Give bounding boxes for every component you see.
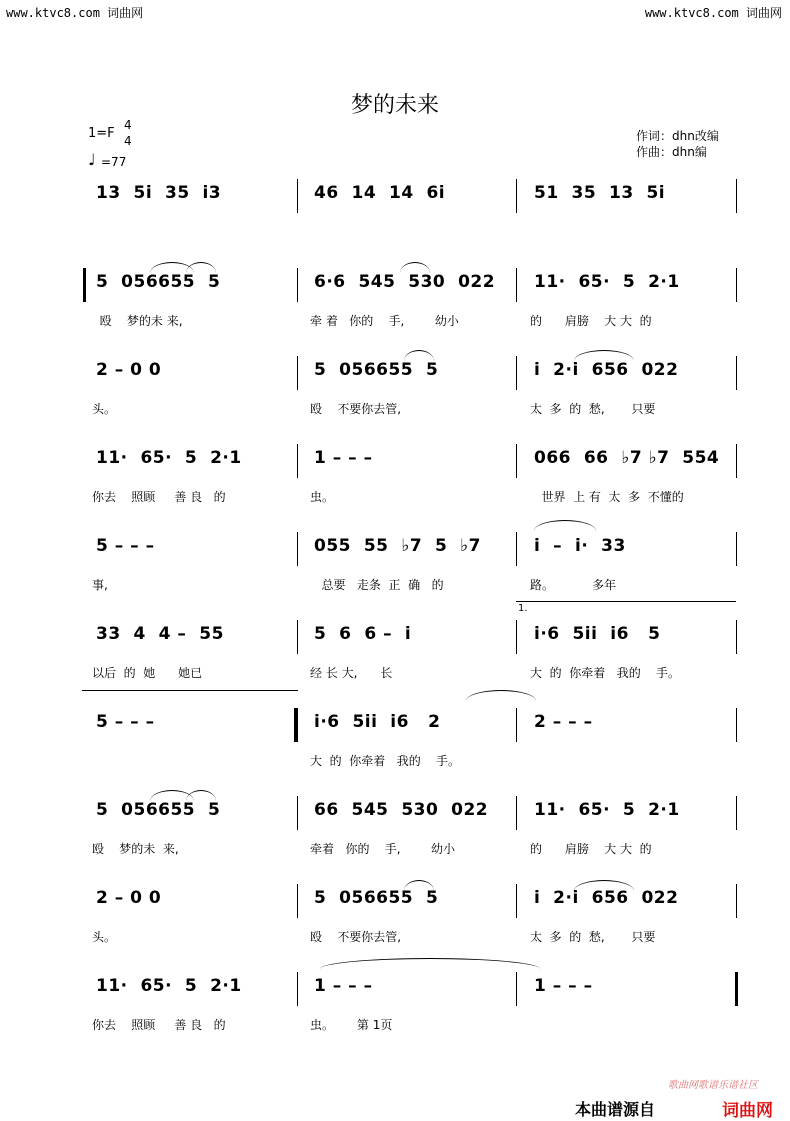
measure-notes: 5 056655 5 xyxy=(96,800,221,820)
barline xyxy=(516,972,517,1006)
volta-label: 1. xyxy=(518,603,528,614)
header-left[interactable]: www.ktvc8.com 词曲网 xyxy=(6,6,144,20)
time-signature-top: 4 xyxy=(124,118,132,132)
tempo-marking: =77 xyxy=(101,155,127,169)
barline xyxy=(297,356,298,390)
lyric-line: 以后 的 她 她已 xyxy=(92,666,203,680)
slur-mark xyxy=(186,262,216,273)
measure-notes: 13 5i 35 i3 xyxy=(96,183,222,203)
barline xyxy=(516,708,517,742)
slur-mark xyxy=(534,520,596,531)
slur-mark xyxy=(574,880,634,891)
score-row xyxy=(0,800,790,860)
quarter-note-icon: ♩ xyxy=(88,150,96,169)
score-row xyxy=(0,712,790,772)
barline xyxy=(736,708,737,742)
score-row xyxy=(0,448,790,508)
lyric-line: 虫。 xyxy=(310,490,335,504)
measure-notes: i 2·i 656 022 xyxy=(534,888,679,908)
score-row xyxy=(0,888,790,948)
measure-notes: 5 6 6 – i xyxy=(314,624,412,644)
measure-notes: 11· 65· 5 2·1 xyxy=(534,800,680,820)
barline xyxy=(297,884,298,918)
barline xyxy=(516,620,517,654)
measure-notes: 066 66 ♭7 ♭7 554 xyxy=(534,448,720,468)
barline xyxy=(736,268,737,302)
slur-mark xyxy=(404,880,434,891)
measure-notes: i·6 5ii i6 2 xyxy=(314,712,441,732)
lyric-line: 太 多 的 愁, 只要 xyxy=(530,930,656,944)
barline xyxy=(736,444,737,478)
measure-notes: 2 – – – xyxy=(534,712,593,732)
repeat-end-barline xyxy=(294,708,297,742)
credits xyxy=(636,128,719,160)
lyric-line: 殴 梦的未 来, xyxy=(92,314,183,328)
barline xyxy=(516,532,517,566)
barline xyxy=(297,179,298,213)
measure-notes: 5 056655 5 xyxy=(96,272,221,292)
barline xyxy=(297,972,298,1006)
measure-notes: 5 – – – xyxy=(96,536,155,556)
logo-watermark: 歌曲网歌谱乐谱社区 xyxy=(668,1080,758,1091)
score-row xyxy=(0,536,790,596)
measure-notes: 2 – 0 0 xyxy=(96,888,162,908)
composer: 作曲：dhn编 xyxy=(636,145,707,159)
measure-notes: 2 – 0 0 xyxy=(96,360,162,380)
barline xyxy=(297,620,298,654)
score-row xyxy=(0,976,790,1036)
measure-notes: i·6 5ii i6 5 xyxy=(534,624,661,644)
lyric-line: 的 肩膀 大 大 的 xyxy=(530,842,652,856)
lyric-line: 路。 多年 xyxy=(530,578,617,592)
lyric-line: 殴 梦的未 来, xyxy=(92,842,179,856)
score-row xyxy=(0,624,790,684)
barline xyxy=(736,884,737,918)
lyric-line: 大 的 你牵着 我的 手。 xyxy=(310,754,460,768)
lyric-line: 头。 xyxy=(92,930,117,944)
measure-notes: 33 4 4 – 55 xyxy=(96,624,224,644)
measure-notes: 5 056655 5 xyxy=(314,888,439,908)
barline xyxy=(516,796,517,830)
lyric-line: 殴 不要你去管, xyxy=(310,402,402,416)
song-title: 梦的未来 xyxy=(350,93,439,118)
measure-notes: 66 545 530 022 xyxy=(314,800,489,820)
barline xyxy=(516,179,517,213)
slur-mark xyxy=(400,262,430,273)
barline xyxy=(736,179,737,213)
lyric-line: 殴 不要你去管, xyxy=(310,930,402,944)
measure-notes: 1 – – – xyxy=(314,448,373,468)
slur-mark xyxy=(404,350,434,361)
volta-bracket xyxy=(516,601,736,602)
measure-notes: 5 056655 5 xyxy=(314,360,439,380)
footer-site[interactable]: 词曲网 xyxy=(722,1101,773,1121)
repeat-start-barline xyxy=(83,268,86,302)
slur-mark xyxy=(574,350,634,361)
lyric-line: 牵 着 你的 手, 幼小 xyxy=(310,314,459,328)
measure-notes: 6·6 545 530 022 xyxy=(314,272,496,292)
barline xyxy=(297,708,298,742)
measure-notes: 1 – – – xyxy=(314,976,373,996)
barline xyxy=(516,444,517,478)
barline xyxy=(516,884,517,918)
barline xyxy=(736,532,737,566)
final-barline xyxy=(735,972,738,1006)
barline xyxy=(516,268,517,302)
measure-notes: 1 – – – xyxy=(534,976,593,996)
lyric-line: 你去 照顾 善 良 的 xyxy=(92,490,226,504)
score-row xyxy=(0,360,790,420)
measure-notes: 055 55 ♭7 5 ♭7 xyxy=(314,536,482,556)
measure-notes: 46 14 14 6i xyxy=(314,183,446,203)
key-signature: 1=F xyxy=(88,126,115,141)
barline xyxy=(297,532,298,566)
lyric-line: 事, xyxy=(92,578,108,592)
lyric-line: 经 长 大, 长 xyxy=(310,666,393,680)
measure-notes: 11· 65· 5 2·1 xyxy=(96,976,242,996)
measure-notes: i 2·i 656 022 xyxy=(534,360,679,380)
measure-notes: 51 35 13 5i xyxy=(534,183,666,203)
slur-mark xyxy=(186,790,216,801)
footer-source: 本曲谱源自 xyxy=(575,1100,656,1119)
lyric-line: 的 肩膀 大 大 的 xyxy=(530,314,652,328)
lyricist: 作词：dhn改编 xyxy=(636,129,719,143)
measure-notes: i – i· 33 xyxy=(534,536,626,556)
barline xyxy=(736,796,737,830)
lyric-line: 你去 照顾 善 良 的 xyxy=(92,1018,226,1032)
score-row xyxy=(0,183,790,243)
lyric-line: 大 的 你牵着 我的 手。 xyxy=(530,666,680,680)
slur-mark xyxy=(320,958,540,969)
ending-bracket xyxy=(82,690,298,691)
barline xyxy=(297,796,298,830)
barline xyxy=(297,268,298,302)
slur-mark xyxy=(466,690,536,701)
lyric-line: 世界 上 有 太 多 不懂的 xyxy=(530,490,684,504)
measure-notes: 11· 65· 5 2·1 xyxy=(96,448,242,468)
lyric-line: 头。 xyxy=(92,402,117,416)
barline xyxy=(297,444,298,478)
barline xyxy=(736,620,737,654)
time-signature-bottom: 4 xyxy=(124,134,132,148)
measure-notes: 5 – – – xyxy=(96,712,155,732)
barline xyxy=(516,356,517,390)
lyric-line: 总要 走条 正 确 的 xyxy=(310,578,444,592)
score-row xyxy=(0,272,790,332)
lyric-line: 牵着 你的 手, 幼小 xyxy=(310,842,456,856)
lyric-line: 虫。 第 1页 xyxy=(310,1018,393,1032)
barline xyxy=(736,356,737,390)
header-right[interactable]: www.ktvc8.com 词曲网 xyxy=(644,6,782,20)
lyric-line: 太 多 的 愁, 只要 xyxy=(530,402,656,416)
measure-notes: 11· 65· 5 2·1 xyxy=(534,272,680,292)
